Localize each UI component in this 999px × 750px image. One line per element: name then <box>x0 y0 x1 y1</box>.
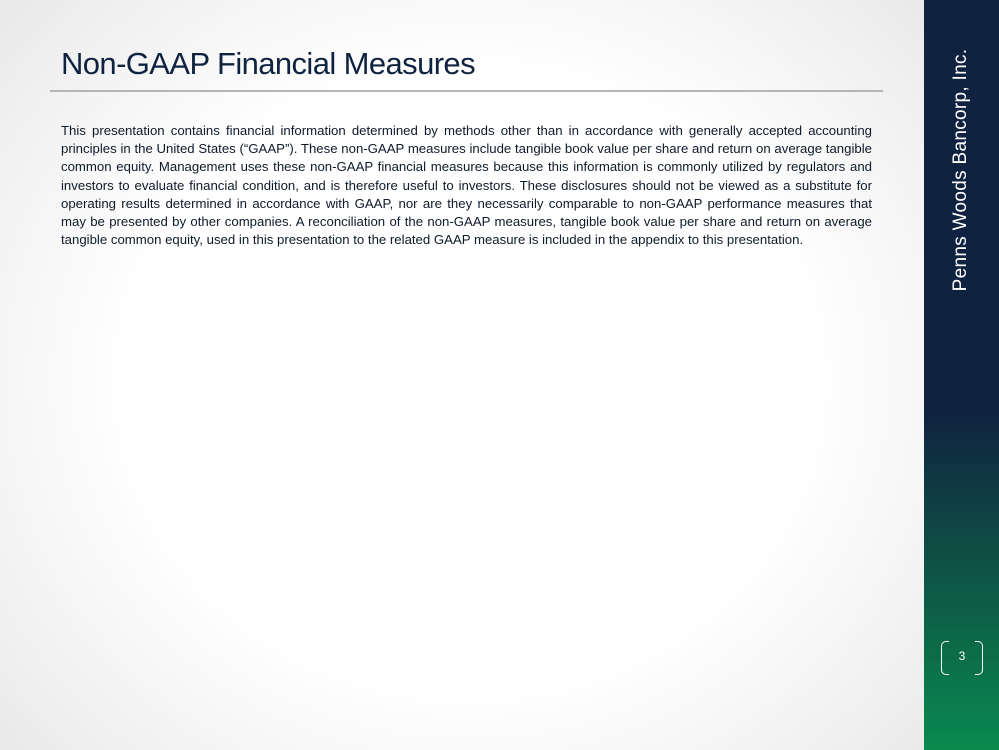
page-number: 3 <box>958 649 966 663</box>
body-paragraph: This presentation contains financial information determined by methods other than in accordance with generally accepted accounting principles in the United States (“GAAP”). These non-GAAP measures include tangible book value per share and return on average tangible common equity. Management uses these non-GAAP financial measures because this information is commonly utilized by regulators and investors to evaluate financial condition, and is therefore useful to investors. These disclosures should not be viewed as a substitute for operating results determined in accordance with GAAP, nor are they necessarily comparable to non-GAAP performance measures that may be presented by other companies. A reconciliation of the non-GAAP measures, tangible book value per share and return on average tangible common equity, used in this presentation to the related GAAP measure is included in the appendix to this presentation. <box>61 123 872 248</box>
slide-title: Non-GAAP Financial Measures <box>61 46 475 81</box>
company-name: Penns Woods Bancorp, Inc. <box>950 48 971 292</box>
right-bracket-icon <box>975 641 983 675</box>
title-divider <box>50 90 883 92</box>
page-number-frame <box>941 641 983 675</box>
